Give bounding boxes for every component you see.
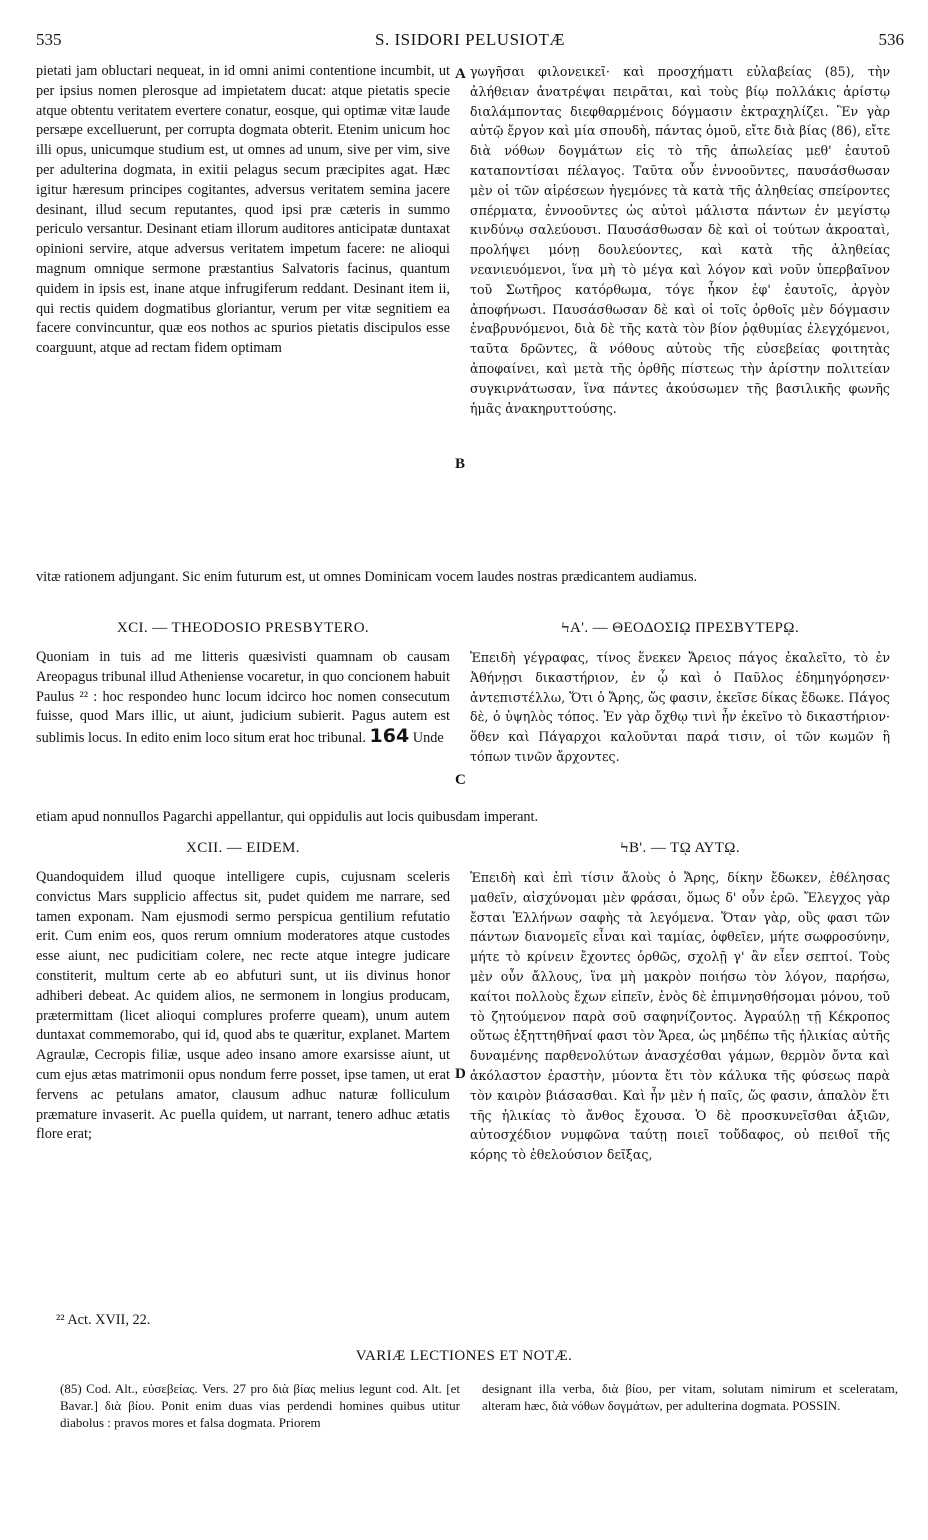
latin-paragraph: Quandoquidem illud quoque intelligere cupis, cujusnam sceleris convictus Mars supplicio affectus sit, pudet quidem me narrare, sed tamen exponam. Nam ejusmodi sermo perspicua gentilium refutatio erit. Cum enim eos, quos rerum omnium moderatores atque custodes esse aiunt, nec pudicitiam colere, nec recte atque integre judicare constiterit, multum certe ab eo abfuturi sunt, ut iis divinus honor adhiberi debeat. Ac quidem alios, ne sermonem in longius producam, prætermittam (licet alioqui complures proferre queam), unum autem duntaxat commemorabo, qui id, quod abs te quæritur, explanet. Martem Agraulæ, Cecropis filiæ, usque adeo insano amore exarsisse aiunt, ut cum ejus ætas matrimonii opus nondum ferre posset, ipse tamen, ut erat fervens ac petulans amator, clausum adhuc naturæ folliculum præmature invaserit. Ac puella quidem, ut narrant, tenero adhuc ætatis flore erat; <box>36 869 450 1143</box>
full-width-line-section-1: vitæ rationem adjungant. Sic enim futurum est, ut omnes Dominicam vocem laudes nostras prædicantem audiamus. <box>36 569 698 585</box>
notes-heading: VARIÆ LECTIONES ET NOTÆ. <box>355 1348 573 1364</box>
footnote: ²² Act. XVII, 22. <box>56 1312 151 1328</box>
full-width-line-section-2: etiam apud nonnullos Pagarchi appellantur, qui oppidulis aut locis quibusdam imperant. <box>36 809 539 825</box>
running-title: S. ISIDORI PELUSIOTÆ <box>375 30 565 49</box>
greek-column-section-2 <box>470 648 890 767</box>
notes-column-right: designant illa verba, διὰ βίου, per vitam, solutam nimirum et sceleratam, alteram hæc, διὰ νόθων δογμάτων, per adulterina dogmata. POSSIN. <box>482 1381 898 1413</box>
page-number-left: 535 <box>36 30 62 49</box>
running-head <box>36 30 904 56</box>
latin-text: Quoniam in tuis ad me litteris quæsivisti quamnam ob causam Areopagus tribunal illud Atheniense vocaretur, in quo concionem habuit Paulus ²² : hoc respondeo hunc locum idcirco hoc nomen consecutum fuisse, quod Mars illic, ut aiunt, judicium subierit. Pagus autem est sublimis locus. In edito enim loco situm erat hoc tribunal. <box>36 649 450 747</box>
letter-heading-latin-xci: XCI. — THEODOSIO PRESBYTERO. <box>116 620 370 636</box>
latin-column-section-2 <box>36 648 450 749</box>
notes-column-left: (85) Cod. Alt., εὐσεβείας. Vers. 27 pro διὰ βίας melius legunt cod. Alt. [et Bavar.] διὰ βίου. Ponit enim duas vias perdendi homines quibus utitur diabolus : pravos mores et falsa dogmata. Priorem <box>60 1381 460 1430</box>
page-number-right: 536 <box>878 30 904 49</box>
letter-heading-greek-xcii: ϞΒ'. — Τῼ ΑΥΤῼ. <box>619 840 740 856</box>
letter-heading-greek-xci: ϞΑ'. — ΘΕΟΔΟΣΙῼ ΠΡΕΣΒΥΤΕΡῼ. <box>561 620 799 636</box>
greek-paragraph: Ἐπειδὴ καὶ ἐπὶ τίσιν ἄλοὺς ὁ Ἄρης, δίκην ἔδωκεν, ἐθέλησας μαθεῖν, αἰσχύνομαι μὲν φράσαι, ὅμως δ' οὖν ἐρῶ. Ἔλεγχος γὰρ ἔσται Ἑλλήνων σαφὴς τὰ λεγόμενα. Ὅταν γὰρ, οὓς φασι τῶν πάντων διανομεῖς εἶναι καὶ ταμίας, ὀφθεῖεν, μήτε σωφροσύνην, μήτε τὸ κρίνειν ἔχοντες ὀρθῶς, σχολῇ γ' ἂν εἶεν σεπτοί. Τοὺς μὲν οὖν ἄλλους, ἵνα μὴ μακρὸν ποιήσω τὸν λόγον, παρήσω, καίτοι πολλοὺς ἔχων εἰπεῖν, ἑνὸς δὲ ἐπιμνησθήσομαι μόνου, τοῦ τὸ ζητούμενον παρὰ σοῦ σαφηνίζοντος. Ἀγραύλῃ τῇ Κέκροπος οὕτως ἐξηττηθῆναί φασι τὸν Ἄρεα, ὡς μηδέπω τῆς ἡλικίας αὐτῆς δυναμένης παρθενολύτων ἀνασχέσθαι γάμων, θερμὸν ὄντα καὶ ἀκόλαστον ἐραστὴν, μύοντα ἔτι τὸν κάλυκα τῆς φύσεως παρὰ τὸν καιρὸν βιάσασθαι. Καὶ ἦν μὲν ἡ παῖς, ὥς φασιν, ἁπαλὸν ἔτι τῆς ἡλικίας τὸ ἄνθος ἔχουσα. Ὁ δὲ προσκυνεῖσθαι ἀξιῶν, αὐτοσχέδιον νυμφῶνα ταύτῃ ποιεῖ τοὔδαφος, οὐ πειθοῖ τῆς κόρης τὸ ἐθελούσιον δεῖξας, <box>470 870 890 1163</box>
latin-column-section-3 <box>36 868 450 1145</box>
latin-paragraph <box>36 648 450 749</box>
latin-paragraph: pietati jam obluctari nequeat, in id omni animi contentione incumbit, ut per ipsius nomen plerosque ad impietatem ducat: atque pietatis specie atque obtentu veritatem evertere conatur, eosque, qui optimæ vitæ laude persæpe excelluerunt, per corrupta dogmata obterit. Etenim unicum hoc illi opus, unicumque studium est, ut omnes ad unum, sive per vim, sive per adulterina dogmata, in exitii pelagus secum præcipites agat. Hæc igitur hæresum principes cogitantes, adversus veritatem semina jacere desinant, illud secum reputantes, quod ipsi præ cæteris in summo periculo versantur. Desinant etiam illorum auditores anticipatæ duntaxat opinioni servire, atque adversus veritatem impetum facere: ne alioqui magnum omnique sermone præstantius Salvatoris facinus, quantum quidem in ipsis est, inane atque infrugiferum reddant. Desinant item ii, qui rectis quidem dogmatibus gloriantur, verum per vitæ segnitiem ea facere convincuntur, quæ eos nothos ac spurios pietatis discipulos esse coarguunt, atque ad rectam fidem optimam <box>36 63 450 357</box>
margin-marker-c: C <box>455 772 466 788</box>
latin-text-continuation: Unde <box>412 730 444 747</box>
margin-marker-d: D <box>455 1066 466 1082</box>
greek-column-section-3 <box>470 868 890 1165</box>
latin-column-section-1 <box>36 62 450 359</box>
greek-paragraph: γωγῆσαι φιλονεικεῖ· καὶ προσχήματι εὐλαβείας (85), τὴν ἀλήθειαν ἀνατρέψαι πειρᾶται, καὶ τοὺς βίῳ πολλάκις ἀρίστῳ διαλάμποντας διεφθαρμένοις δόγμασιν ἐκτραχηλίζει. Ἓν γὰρ αὐτῷ ἔργον καὶ μία σπουδὴ, πάντας ὁμοῦ, εἴτε διὰ βίας (86), εἴτε διὰ νόθων δογμάτων εἰς τὸ τῆς ἀπωλείας μεθ' ἑαυτοῦ καταποντίσαι πέλαγος. Ταῦτα οὖν ἐννοοῦντες, παυσάσθωσαν μὲν οἱ τῶν αἱρέσεων ἡγεμόνες τὰ κατὰ τῆς ἀληθείας σπείροντες σπέρματα, ἐννοοῦντες ὡς αὐτοὶ μάλιστα πάντων ἐν μεγίστῳ κινδύνῳ σαλεύουσι. Παυσάσθωσαν δὲ καὶ οἱ τούτων ἀκροαταὶ, προλήψει μόνῃ δουλεύοντες, καὶ κατὰ τῆς ἀληθείας νεανιευόμενοι, ἵνα μὴ τὸ μέγα καὶ λόγον καὶ νοῦν ὑπερβαῖνον τοῦ Σωτῆρος κατόρθωμα, τόγε ἧκον ἐφ' ἑαυτοῖς, ἀργὸν ἀποφήνωσι. Παυσάσθωσαν δὲ καὶ οἱ τοῖς ὀρθοῖς μὲν δόγμασιν ἐναβρυνόμενοι, διὰ δὲ τῆς κατὰ τὸν βίον ῥᾳθυμίας ἐλεγχόμενοι, ταῦτα δρῶντες, ἃ νόθους αὐτοὺς τῆς εὐσεβείας φοιτητὰς ἀποφαίνει, καὶ μετὰ τῆς ὀρθῆς πίστεως τὴν ἀρίστην πολιτείαν συγκιρνάτωσαν, ἵνα πάντες ἀκούσωμεν τῆς βασιλικῆς φωνῆς ἡμᾶς ἀνακηρυττούσης. <box>470 64 890 416</box>
greek-paragraph: Ἐπειδὴ γέγραφας, τίνος ἕνεκεν Ἄρειος πάγος ἐκαλεῖτο, τὸ ἐν Ἀθήνῃσι δικαστήριον, ἐν ᾧ καὶ ὁ Παῦλος ἐδημηγόρησεν· ἀντεπιστέλλω, Ὅτι ὁ Ἄρης, ὥς φασιν, ἐκεῖσε δίκας ἔδωκε. Πάγος δὲ, ὁ ὑψηλὸς τόπος. Ἐν γὰρ ὄχθῳ τινὶ ἦν ἐκεῖνο τὸ δικαστήριον· ὅθεν καὶ Πάγαρχοι καλοῦνται παρά τισιν, οἱ τῶν κωμῶν ἢ τόπων τινῶν ἄρχοντες. <box>470 650 890 764</box>
margin-marker-a: A <box>455 66 466 82</box>
margin-marker-b: B <box>455 456 466 472</box>
letter-heading-latin-xcii: XCII. — EIDEM. <box>186 840 300 856</box>
greek-column-section-1 <box>470 62 890 418</box>
edition-page-number: 164 <box>369 725 410 748</box>
